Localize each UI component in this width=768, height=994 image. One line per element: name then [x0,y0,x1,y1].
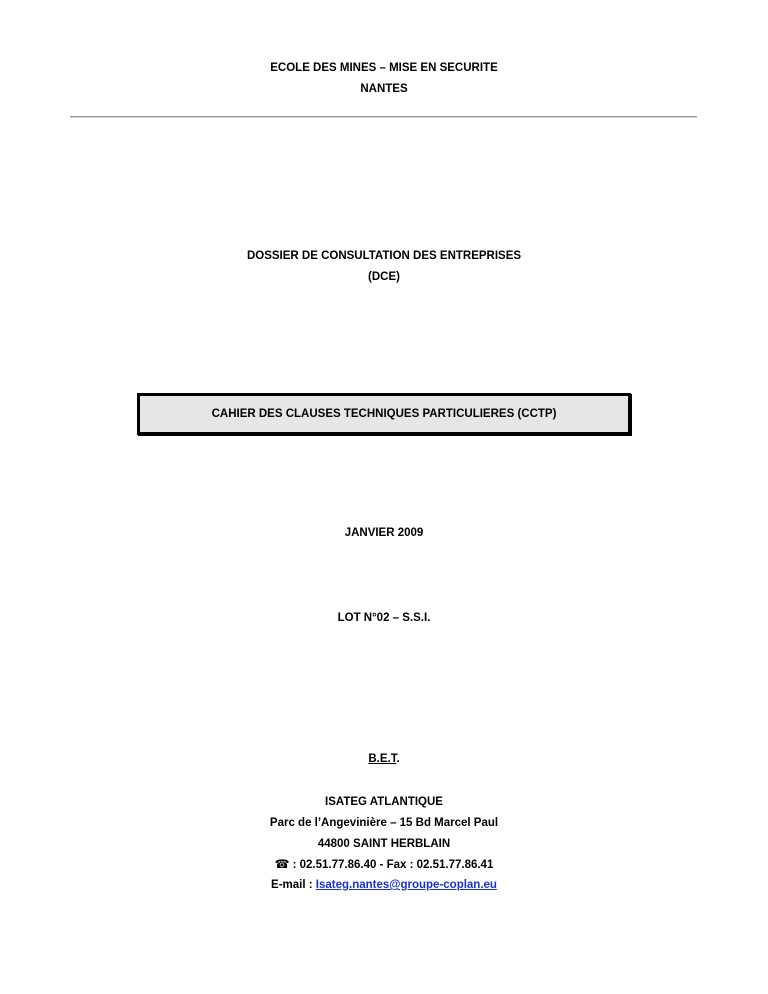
company-address: Parc de l’Angevinière – 15 Bd Marcel Paul [269,817,499,829]
bet-dot: . [396,753,400,765]
date-line: JANVIER 2009 [344,527,424,539]
header-divider [70,116,697,118]
lot-line: LOT N°02 – S.S.I. [337,612,431,624]
company-postal: 44800 SAINT HERBLAIN [317,838,451,850]
city-line: NANTES [360,83,408,95]
dossier-abbr: (DCE) [368,271,400,283]
org-line: ECOLE DES MINES – MISE EN SECURITE [270,62,498,74]
company-name: ISATEG ATLANTIQUE [325,796,443,808]
company-email-line [0,878,768,892]
email-link[interactable]: Isateg.nantes@groupe-coplan.eu [315,879,497,891]
telephone-icon: ☎ [274,857,290,871]
bet-line [0,752,768,766]
cctp-title-box [137,393,631,435]
company-phone-line [0,857,768,872]
bet-label: B.E.T [368,753,397,765]
cctp-title: CAHIER DES CLAUSES TECHNIQUES PARTICULIERES (CCTP) [211,408,557,420]
phone-fax-text: : 02.51.77.86.40 - Fax : 02.51.77.86.41 [292,859,494,871]
dossier-title: DOSSIER DE CONSULTATION DES ENTREPRISES [246,250,522,262]
email-prefix: E-mail : [271,879,316,891]
